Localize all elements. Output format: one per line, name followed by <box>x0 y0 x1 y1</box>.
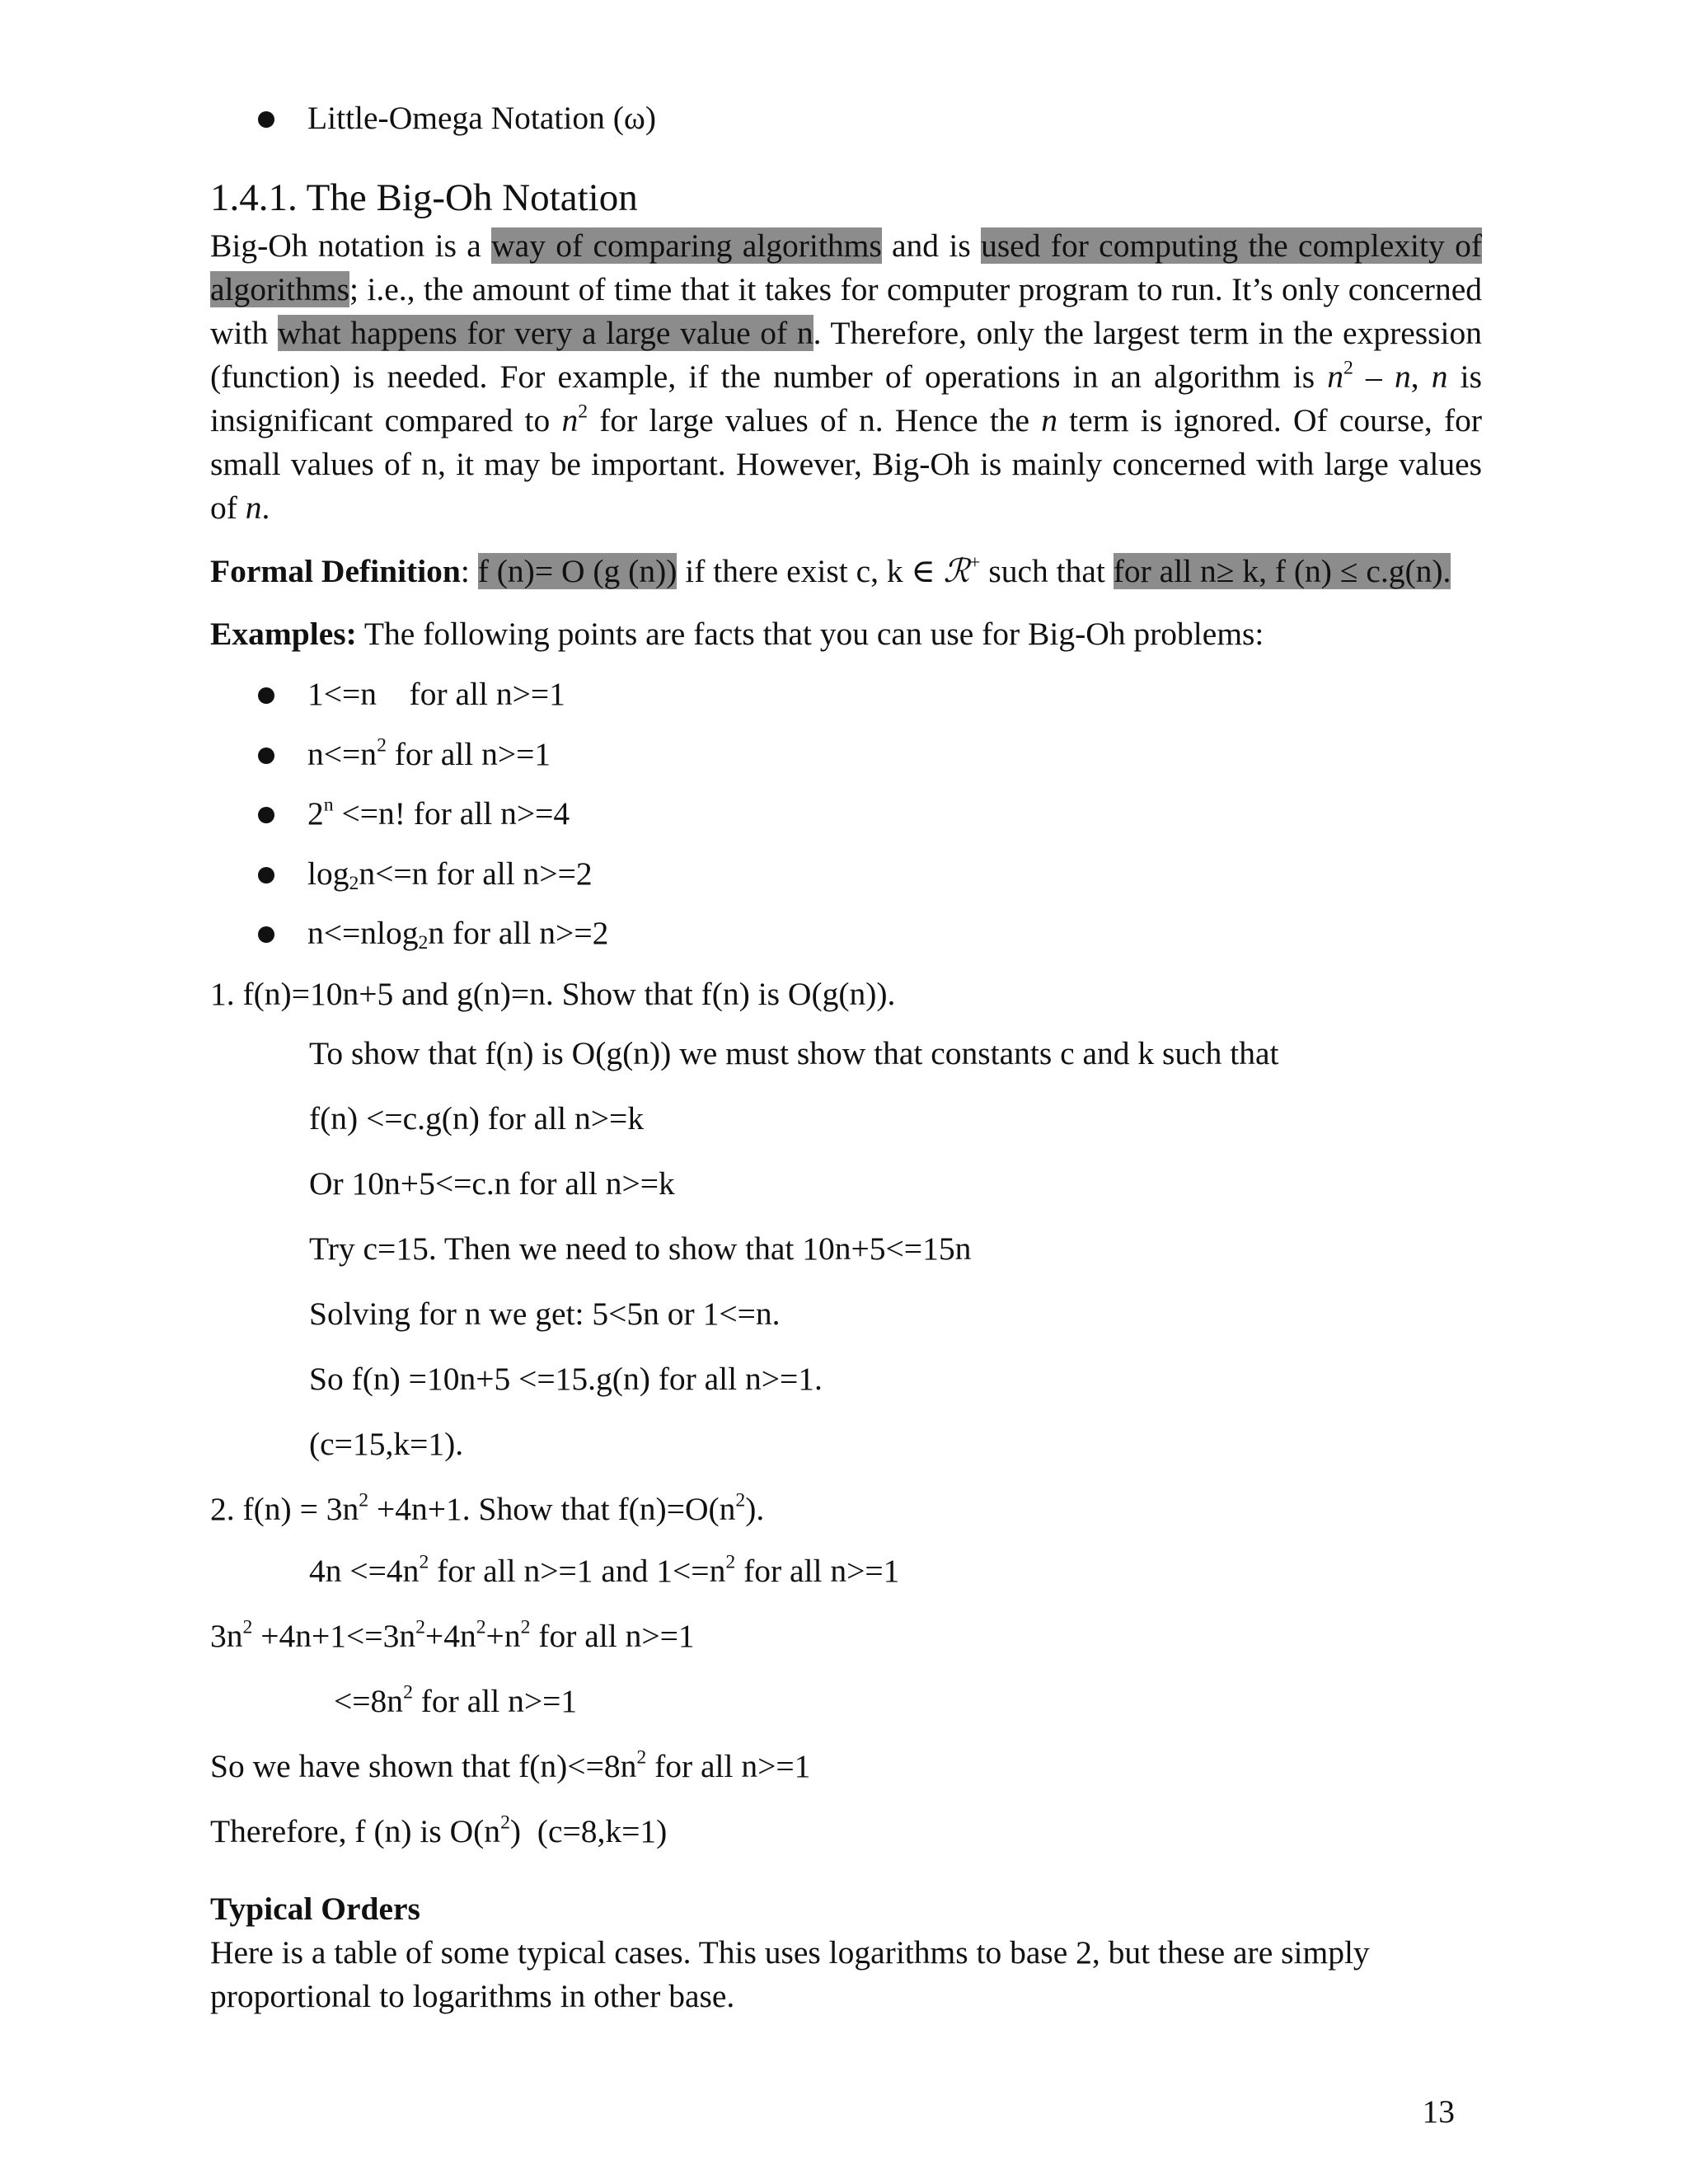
section-heading: 1.4.1. The Big-Oh Notation <box>210 176 638 219</box>
examples-intro: Examples: The following points are facts that you can use for Big-Oh problems: <box>210 616 1264 652</box>
examples-label: Examples: <box>210 616 357 652</box>
example-1-line: Try c=15. Then we need to show that 10n+5<=15n <box>309 1230 972 1267</box>
bullet-icon <box>258 111 274 128</box>
example-2-title: 2. $f(n) = 3n^2 +4n+1$. Show that $f(n)=O(n^2)$. <box>210 1489 765 1527</box>
formal-definition: Formal Definition: f (n)= O (g (n)) if there exist c, k ∈ ℛ+ such that for all n≥ k, f (n) ≤ c.g(n). <box>210 551 1451 589</box>
page-number: 13 <box>1422 2093 1455 2130</box>
example-1-line: f(n) <=c.g(n) for all n>=k <box>309 1100 645 1137</box>
example-2-line: $<=8n^2$ for all n>=1 <box>334 1681 578 1719</box>
bullet-icon <box>258 867 274 883</box>
example-1-line: Solving for n we get: 5<5n or 1<=n. <box>309 1296 781 1332</box>
example-2-line: Therefore, f (n) is $O(n^2)$ (c=8,k=1) <box>210 1811 668 1849</box>
highlight: f (n)= O (g (n)) <box>477 553 678 589</box>
example-2-line: $4n <=4n^2$ for all n>=1 and $1<=n^2$ for all n>=1 <box>309 1551 900 1589</box>
example-2-line: $3n^2 +4n+1<=3n^2+4n^2+n^2$ for all n>=1 <box>210 1616 695 1654</box>
bullet-icon <box>258 748 274 764</box>
highlight: way of comparing algorithms <box>491 227 882 264</box>
bullet-icon <box>258 687 274 704</box>
intro-paragraph: Big-Oh notation is a way of comparing algorithms and is used for computing the complexity of algorithms; i.e., the amount of time that it takes for computer program to run. It’s only concerned with what happens for very a large value of n. Therefore, only the largest term in the expression (function) is needed. For example, if the number of operations in an algorithm is $n^2$ – n, n is insignificant compared to $n^2$ for large values of n. Hence the n term is ignored. Of course, for small values of n, it may be important. However, Big-Oh is mainly concerned with large values of n. <box>210 227 1483 526</box>
bullet-icon <box>258 926 274 943</box>
highlight: what happens for very a large value of n <box>277 315 814 351</box>
typical-orders-paragraph: Here is a table of some typical cases. This uses logarithms to base 2, but these are simply proportional to logarithms in other base. <box>210 1934 1370 2014</box>
real-numbers-symbol: ℛ <box>943 553 970 589</box>
example-1-line: To show that f(n) is O(g(n)) we must show that constants c and k such that <box>309 1035 1279 1071</box>
example-1-line: (c=15,k=1). <box>309 1426 464 1462</box>
example-1-title: 1. f(n)=10n+5 and g(n)=n. Show that f(n) is O(g(n)). <box>210 976 896 1012</box>
highlight: for all n≥ k, f (n) ≤ c.g(n). <box>1113 553 1451 589</box>
example-1-line: Or 10n+5<=c.n for all n>=k <box>309 1165 675 1202</box>
typical-orders-heading: Typical Orders <box>210 1891 420 1927</box>
highlight: used for computing the complexity of algorithms <box>210 227 1482 307</box>
list-item-text: Little-Omega Notation (ω) <box>307 100 657 136</box>
bullet-icon <box>258 807 274 823</box>
formal-definition-label: Formal Definition <box>210 553 461 589</box>
document-page: Little-Omega Notation (ω) 1.4.1. The Big-Oh Notation Big-Oh notation is a way of comparing algorithms and is used for computing the complexity of algorithms; i.e., the amount of time that it takes for computer program to run. It’s only concerned with what happens for very a large value of n. Therefore, only the largest term in the expression (function) is needed. For example, if the number of operations in an algorithm is $n^2$ – n, n is insignificant compared to $n^2$ for large values of n. Hence the n term is ignored. Of course, for small values of n, it may be important. However, Big-Oh is mainly concerned with large values of n. Formal Definition: f (n)= O (g (n)) if there exist c, k ∈ ℛ+ such that for all n≥ k, f (n) ≤ c.g(n). Examples: The following points are facts that you can use for Big-Oh problems: 1<=n for all n>=1 $n<=n^2$ for all n>=1 $2^n <=n$! for all n>=4 $\log_2n<=n$ for all n>=2 n<=nlog$_2$n for all n>=2 1. f(n)=10n+5 and g(n)=n. Show that f(n) is O(g(n)). To show that f(n) is O(g(n)) we must show that constants c and k such that f(n) <=c.g(n) for all n>=k Or 10n+5<=c.n for all n>=k Try c=15. Then we need to show that 10n+5<=15n Solving for n we get: 5<5n or 1<=n. So f(n) =10n+5 <=15.g(n) for all n>=1. (c=15,k=1). 2. $f(n) = 3n^2 +4n+1$. Show that $f(n)=O(n^2)$. $4n <=4n^2$ for all n>=1 and $1<=n^2$ for all n>=1 $3n^2 +4n+1<=3n^2+4n^2+n^2$ for all n>=1 $<=8n^2$ for all n>=1 So we have shown that $f(n)<=8n^2$ for all n>=1 Therefore, f (n) is $O(n^2)$ (c=8,k=1) Typical Orders Here is a table of some typical cases. This uses logarithms to base 2, but these are simply proportional to logarithms in other base. 13 <box>0 0 1688 2184</box>
example-1-line: So f(n) =10n+5 <=15.g(n) for all n>=1. <box>309 1361 823 1397</box>
example-2-line: So we have shown that $f(n)<=8n^2$ for all n>=1 <box>210 1746 811 1784</box>
